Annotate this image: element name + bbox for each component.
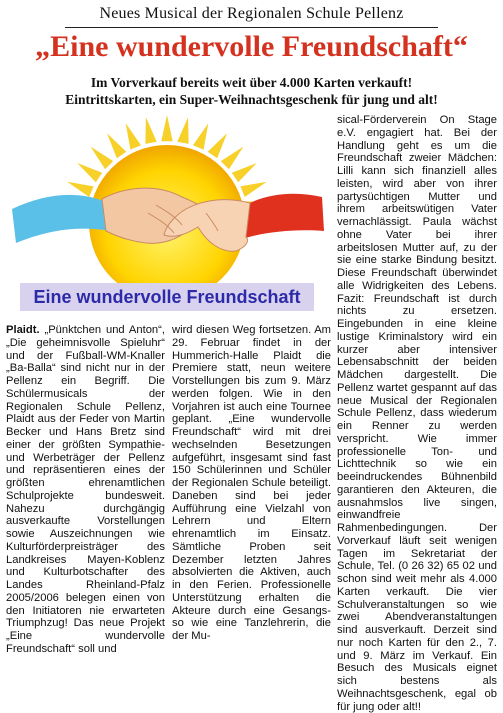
sun-ray — [107, 133, 126, 158]
musical-logo — [6, 113, 328, 315]
article-headline: „Eine wundervolle Freundschaft“ — [35, 30, 468, 63]
article-column-3 — [337, 114, 497, 713]
sun-ray — [126, 123, 141, 149]
sun-ray — [221, 147, 244, 170]
article-column-3-text: sical-Förderverein On Stage e.V. engagiert hat. Bei der Handlung geht es um die Freundschaft zweier Mädchen: Lilli kann sich finanziell alles leisten, wird aber von ihrer partysüchtigen Mutter und ihrem arbeitswütigen Vater vernachlässigt. Paula wächst ohne Vater bei ihrer arbeitslosen Mutter auf, zu der sie eine starke Bindung besitzt. Diese Freundschaft überwindet alle Widrigkeiten des Lebens. Fazit: Freundschaft ist durch nichts zu ersetzen. Eingebunden in eine kleine lustige Kriminalstory wird ein kurzer aber intensiver Lebensabschnitt der beiden Mädchen dargestellt. Die Pellenz wartet gespannt auf das neue Musical der Regionalen Schule Pellenz, dass wiederum ein Renner zu werden verspricht. Wie immer professionelle Ton- und Lichttechnik so wie ein beeindruckendes Bühnenbild garantieren den Akteuren, die ausnahmslos live singen, einwandfreie Rahmenbedingungen. Der Vorverkauf läuft seit wenigen Tagen im Sekretariat der Schule, Tel. (0 26 32) 65 02 und schon sind weit mehr als 4.000 Karten verkauft. Die vier Schulveranstaltungen so wie zwei Abendveranstaltungen sind ausverkauft. Derzeit sind nur noch Karten für den 2., 7. und 9. März im Verkauf. Ein Besuch des Musicals eignet sich bestens als Weihnachtsgeschenk, egal ob für jung oder alt!! — [337, 114, 497, 713]
sun-ray — [145, 117, 156, 144]
article-subhead-1: Im Vorverkauf bereits weit über 4.000 Karten verkauft! — [90, 75, 413, 90]
article-column-2-text: wird diesen Weg fortsetzen. Am 29. Februar findet in der Hummerich-Halle Plaidt die Premiere statt, neun weitere Vorstellungen bis zum 9. März werden folgen. Wie in den Vorjahren ist auch eine Tournee geplant. „Eine wundervolle Freundschaft“ wird mit drei wechselnden Besetzungen aufgeführt, insgesamt sind fast 150 Schülerinnen und Schüler der Regionalen Schule beteiligt. Daneben sind bei jeder Aufführung eine Vielzahl von Lehrern und Eltern ehrenamtlich im Einsatz. Sämtliche Proben seit Dezember letzten Jahres absolvierten die Aktiven, auch in den Ferien. Professionelle Unterstützung erhalten die Akteure durch eine Gesangs- so wie eine Tanzlehrerin, die der Mu- — [172, 324, 331, 642]
sun-ray — [77, 163, 102, 182]
sun-ray — [240, 182, 266, 197]
sun-ray — [91, 147, 114, 170]
article-column-2 — [172, 324, 331, 642]
article-dateline: Plaidt. — [6, 324, 40, 336]
right-arm-sleeve — [242, 194, 324, 239]
sun-ray — [67, 182, 93, 197]
article-kicker: Neues Musical der Regionalen Schule Pellenz — [99, 5, 404, 22]
article-column-1-text: „Pünktchen und Anton“, „Die geheimnisvolle Spieluhr“ und der Fußball-WM-Knaller „Ba-Balla“ sind nicht nur in der Pellenz ein Begriff. Die Schülermusicals der Regionalen Schule Pellenz, Plaidt aus der Feder von Martin Becker und Hans Bretz sind einer der größten Sympathie- und Werbeträger der Pellenz und repräsentieren eines der größten ehrenamtlichen Schulprojekte bundesweit. Nahezu durchgängig ausverkaufte Vorstellungen sowie Auszeichnungen wie Kulturförderpreisträger des Landkreises Mayen-Koblenz und Kulturbotschafter des Landes Rheinland-Pfalz 2005/2006 belegen einen von den Initiatoren nie erwarteten Triumphzug! Das neue Projekt „Eine wundervolle Freundschaft“ soll und — [6, 324, 165, 655]
kicker-underline — [65, 27, 438, 28]
sun-ray — [232, 163, 257, 182]
sun-ray — [208, 133, 227, 158]
sun-ray — [161, 115, 172, 141]
article-column-1 — [6, 324, 165, 655]
logo-caption: Eine wundervolle Freundschaft — [33, 287, 301, 307]
sun-ray — [177, 117, 188, 144]
article-subhead-2: Eintrittskarten, ein Super-Weihnachtsgeschenk für jung und alt! — [65, 92, 438, 107]
sun-ray — [193, 123, 208, 149]
